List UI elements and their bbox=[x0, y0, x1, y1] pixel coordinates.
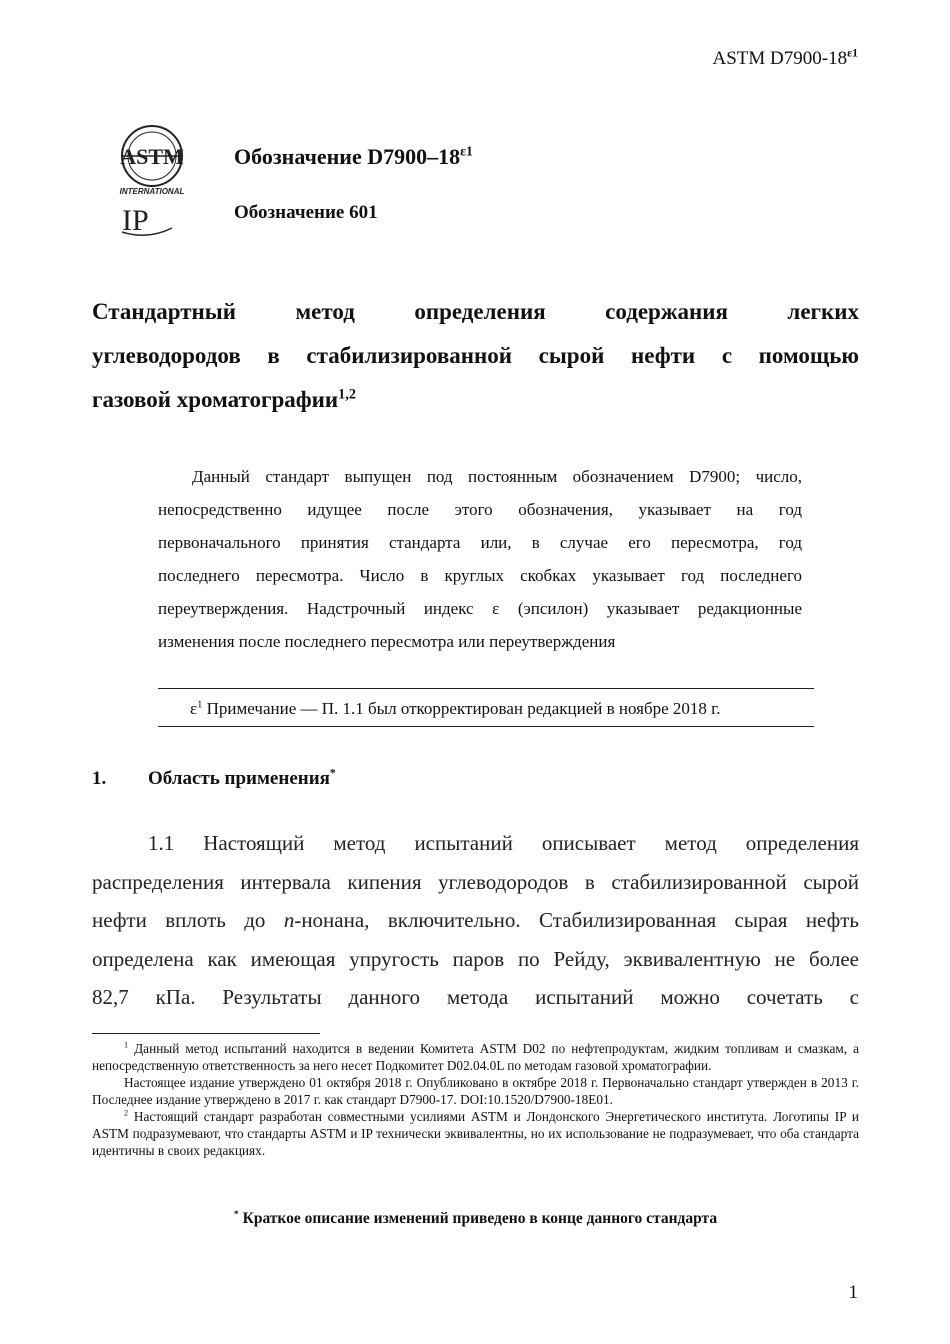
footnote-2-mark: 2 bbox=[124, 1108, 129, 1118]
intro-line: последнего пересмотра. Число в круглых скобках указывает год последнего bbox=[158, 566, 802, 585]
ip-logo-icon bbox=[120, 200, 180, 238]
title-line-2: углеводородов в стабилизированной сырой нефти с помощью bbox=[92, 343, 859, 368]
footnote-summary-text: Краткое описание изменений приведено в конце данного стандарта bbox=[238, 1210, 718, 1227]
title-line-1: Стандартный метод определения содержания легких bbox=[92, 299, 859, 324]
section-number: 1. bbox=[92, 768, 107, 789]
body-line-3-post: -нонана, включительно. Стабилизированная сырая нефть bbox=[294, 908, 859, 932]
footnote-1-continuation: Настоящее издание утверждено 01 октября 2018 г. Опубликовано в октябре 2018 г. Первоначально стандарт утвержден в 2013 г. Последнее издание утверждено в 2017 г. как стандарт D7900-17. DOI:10.1520/D7900-18E01. bbox=[92, 1075, 859, 1107]
body-line-3 bbox=[92, 901, 859, 940]
footnotes bbox=[92, 1040, 859, 1159]
document-code-sup: ε1 bbox=[847, 46, 858, 60]
body-line-4: определена как имеющая упругость паров по Рейду, эквивалентную не более bbox=[92, 946, 859, 971]
intro-line: непосредственно идущее после этого обозначения, указывает на год bbox=[158, 500, 802, 519]
footnote-1-mark: 1 bbox=[124, 1040, 129, 1050]
section-body bbox=[92, 824, 859, 1017]
title-line-3-text: газовой хроматографии bbox=[92, 387, 339, 412]
footnote-2-text: Настоящий стандарт разработан совместными усилиями ASTM и Лондонского Энергетического института. Логотипы IP и ASTM подразумевают, что стандарты ASTM и IP технически эквивалентны, но их использование не подразумевает, что оба стандарта идентичны в своих редакциях. bbox=[92, 1109, 859, 1158]
designation-sup: ε1 bbox=[460, 143, 473, 159]
intro-line: изменения после последнего пересмотра или переутверждения bbox=[158, 632, 616, 651]
document-title bbox=[92, 290, 859, 422]
astm-logo-text: ASTM bbox=[120, 144, 184, 169]
intro-line: переутверждения. Надстрочный индекс ε (эпсилон) указывает редакционные bbox=[158, 599, 802, 618]
body-line-2: распределения интервала кипения углеводородов в стабилизированной сырой bbox=[92, 869, 859, 894]
body-line-5: 82,7 кПа. Результаты данного метода испытаний можно сочетать с bbox=[92, 985, 859, 1009]
note-marker: ε bbox=[190, 699, 198, 718]
astm-logo-icon bbox=[112, 124, 198, 198]
intro-paragraph bbox=[158, 460, 802, 658]
footnote-divider bbox=[92, 1033, 320, 1034]
body-line-3-pre: нефти вплоть до bbox=[92, 908, 284, 932]
astm-logo-international: INTERNATIONAL bbox=[119, 187, 185, 196]
body-line-1: 1.1 Настоящий метод испытаний описывает метод определения bbox=[148, 831, 859, 855]
footnote-summary bbox=[92, 1210, 859, 1228]
page-number: 1 bbox=[848, 1282, 858, 1303]
section-title-text: Область применения bbox=[148, 768, 330, 789]
note-divider-bottom bbox=[158, 726, 814, 727]
section-title bbox=[148, 768, 336, 790]
title-sup: 1,2 bbox=[338, 386, 356, 403]
designation-secondary: Обозначение 601 bbox=[234, 202, 378, 223]
intro-line: первоначального принятия стандарта или, в случае его пересмотра, год bbox=[158, 533, 802, 552]
intro-line: Данный стандарт выпущен под постоянным обозначением D7900; число, bbox=[192, 467, 802, 486]
footnote-1-text: Данный метод испытаний находится в ведении Комитета ASTM D02 по нефтепродуктам, жидким топливам и смазкам, а непосредственную ответственность за него несет Подкомитет D02.04.0L по методам газовой хроматографии. bbox=[92, 1041, 859, 1073]
note-text: Примечание — П. 1.1 был откорректирован редакцией в ноябре 2018 г. bbox=[202, 699, 721, 718]
designation-text: Обозначение D7900–18 bbox=[234, 144, 461, 169]
document-code-text: ASTM D7900-18 bbox=[712, 48, 848, 69]
title-line-3 bbox=[92, 378, 859, 422]
document-code bbox=[712, 48, 858, 70]
footnote-2 bbox=[92, 1108, 859, 1159]
ip-logo-text: IP bbox=[122, 204, 149, 237]
designation-title bbox=[234, 144, 473, 170]
note-marker-sup: 1 bbox=[197, 699, 203, 711]
body-line-3-italic: n bbox=[283, 908, 295, 932]
note-divider-top bbox=[158, 688, 814, 689]
footnote-summary-mark: * bbox=[233, 1208, 239, 1220]
footnote-1 bbox=[92, 1040, 859, 1074]
editorial-note bbox=[190, 694, 720, 724]
section-title-sup: * bbox=[329, 766, 336, 780]
